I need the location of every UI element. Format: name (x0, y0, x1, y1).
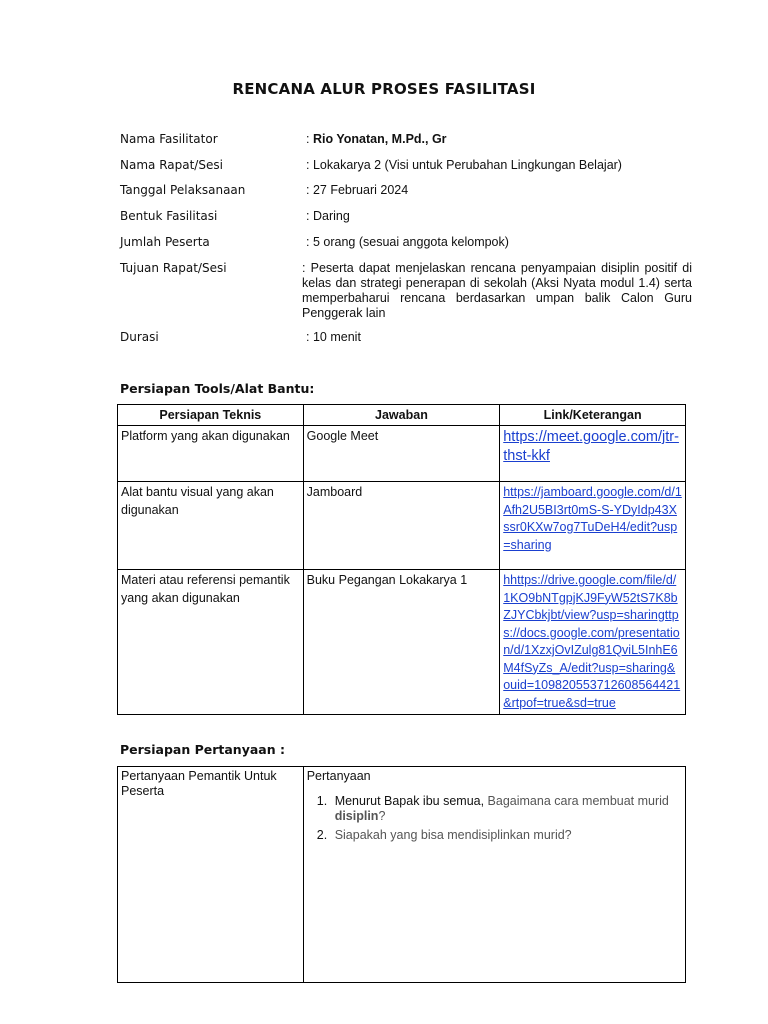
question-list (307, 794, 682, 843)
column-header: Link/Keterangan (500, 405, 686, 426)
separator: : (306, 158, 310, 172)
link-cell (500, 570, 686, 715)
question-item (331, 828, 682, 843)
column-header: Jawaban (303, 405, 500, 426)
questions-cell (303, 767, 685, 983)
info-label: Nama Fasilitator (120, 132, 218, 146)
separator: : (306, 132, 310, 146)
session-name: Lokakarya 2 (Visi untuk Perubahan Lingkungan Belajar) (312, 158, 622, 172)
meet-link[interactable]: https://meet.google.com/jtr-thst-kkf (503, 429, 679, 464)
session-date: 27 Februari 2024 (312, 183, 409, 197)
question-end: ? (378, 809, 386, 823)
question-text: Bagaimana cara membuat murid (484, 794, 669, 808)
separator: : (306, 209, 310, 223)
teknis-cell: Alat bantu visual yang akan digunakan (118, 482, 304, 570)
jawaban-cell: Buku Pegangan Lokakarya 1 (303, 570, 500, 715)
separator: : (306, 235, 310, 249)
info-label: Jumlah Peserta (120, 235, 210, 249)
question-text: Siapakah yang bisa mendisiplinkan murid? (334, 828, 572, 842)
reference-link[interactable]: hhttps://drive.google.com/file/d/1KO9bNTgpjKJ9FyW52tS7K8bZJYCbkjbt/view?usp=sharingttps://docs.google.com/presentation/d/1XzxjOvIZulg81QviL5InhE6M4fSyZs_A/edit?usp=sharing&ouid=109820553712608564421&rtpof=true&sd=true (503, 573, 681, 710)
separator: : (306, 330, 310, 344)
column-header: Persiapan Teknis (118, 405, 304, 426)
info-label: Tanggal Pelaksanaan (120, 183, 246, 197)
facilitator-name: Rio Yonatan, M.Pd., Gr (312, 132, 447, 146)
info-value (306, 330, 692, 345)
info-value (302, 261, 692, 321)
participant-count: 5 orang (sesuai anggota kelompok) (312, 235, 509, 249)
table-row (118, 767, 686, 983)
jamboard-link[interactable]: https://jamboard.google.com/d/1Afh2U5BI3rt0mS-S-YDyIdp43Xssr0KXw7og7TuDeH4/edit?usp=sharing (503, 485, 682, 552)
info-label: Nama Rapat/Sesi (120, 158, 223, 172)
tools-heading: Persiapan Tools/Alat Bantu: (120, 381, 315, 396)
question-item (331, 794, 682, 824)
document-title: RENCANA ALUR PROSES FASILITASI (232, 80, 536, 98)
tools-table (117, 404, 686, 715)
questions-header: Pertanyaan (306, 769, 371, 783)
separator: : (306, 183, 310, 197)
questions-heading: Persiapan Pertanyaan : (120, 742, 285, 757)
separator: : (302, 261, 306, 275)
facilitation-format: Daring (312, 209, 350, 223)
info-label: Durasi (120, 330, 159, 344)
session-duration: 10 menit (312, 330, 361, 344)
table-row (118, 426, 686, 482)
link-cell (500, 426, 686, 482)
question-emphasis: disiplin (334, 809, 379, 823)
questions-label-cell: Pertanyaan Pemantik Untuk Peserta (118, 767, 304, 983)
info-value (306, 209, 692, 224)
question-lead: Menurut Bapak ibu semua, (334, 794, 485, 808)
jawaban-cell: Google Meet (303, 426, 500, 482)
jawaban-cell: Jamboard (303, 482, 500, 570)
info-value (306, 158, 692, 173)
link-cell (500, 482, 686, 570)
session-goal: Peserta dapat menjelaskan rencana penyampaian disiplin positif di kelas dan strategi penerapan di sekolah (Aksi Nyata modul 1.4) serta memperbaharui rencana berdasarkan umpan balik Calon Guru Penggerak lain (302, 261, 693, 320)
info-label: Tujuan Rapat/Sesi (120, 261, 227, 275)
info-value (306, 183, 692, 198)
info-value (306, 132, 692, 147)
teknis-cell: Materi atau referensi pemantik yang akan digunakan (118, 570, 304, 715)
table-row (118, 570, 686, 715)
table-row (118, 482, 686, 570)
table-header-row (118, 405, 686, 426)
info-label: Bentuk Fasilitasi (120, 209, 218, 223)
info-value (306, 235, 692, 250)
teknis-cell: Platform yang akan digunakan (118, 426, 304, 482)
questions-table (117, 766, 686, 983)
